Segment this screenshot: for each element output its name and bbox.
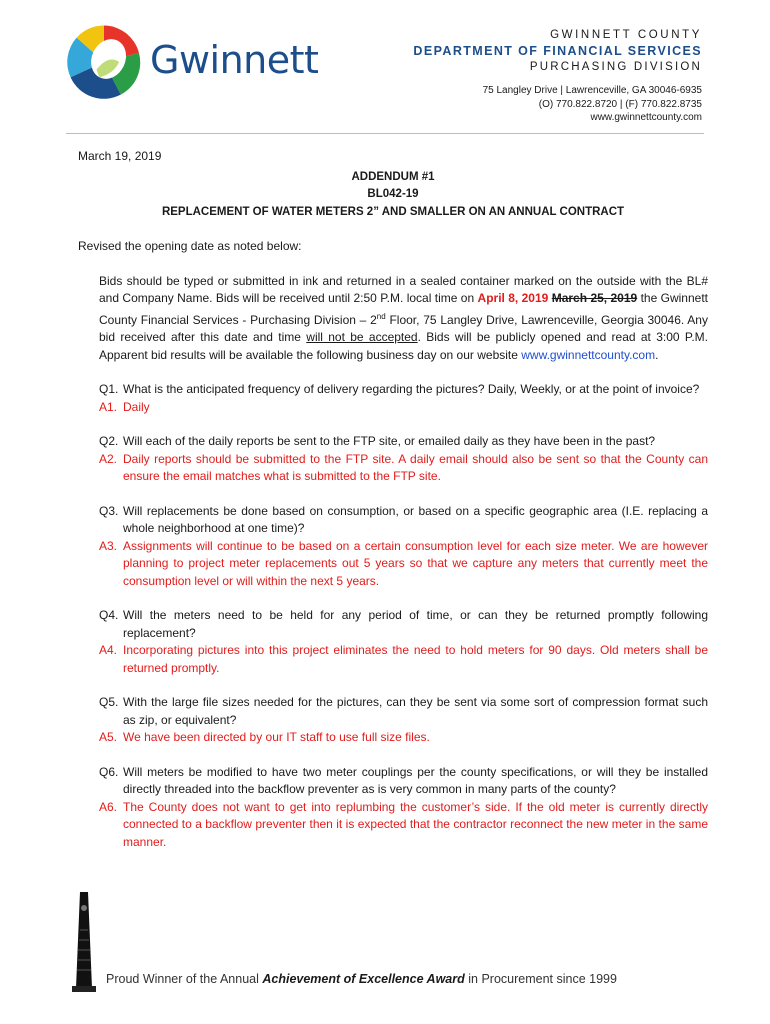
question-label: Q2. — [99, 434, 119, 448]
document-date: March 19, 2019 — [78, 149, 162, 163]
answer-label: A6. — [99, 799, 118, 814]
qa-item — [99, 764, 708, 852]
qa-item — [99, 433, 708, 486]
question-text: Will the meters need to be held for any period of time, or can they be returned promptly following replacement? — [123, 608, 708, 640]
answer-text: Daily — [123, 399, 150, 414]
question — [99, 764, 708, 799]
award-pre: Proud Winner of the Annual — [106, 972, 263, 986]
logo-wordmark: Gwinnett — [150, 38, 319, 82]
para-text-2: the Gwinnett County Financial Services - Purchasing Division – 2 — [99, 291, 708, 327]
addendum-heading: ADDENDUM #1 — [351, 170, 435, 183]
question-label: Q3. — [99, 503, 119, 518]
new-opening-date: April 8, 2019 — [477, 291, 549, 305]
question — [99, 381, 708, 399]
qa-item — [99, 607, 708, 677]
contact-block — [483, 84, 702, 125]
division-name: PURCHASING DIVISION — [529, 61, 702, 73]
footer — [66, 890, 706, 1000]
department-block — [413, 28, 702, 75]
answer — [99, 729, 708, 747]
letterhead — [0, 0, 770, 135]
intro-line: Revised the opening date as noted below: — [78, 239, 302, 253]
answer — [99, 642, 708, 677]
para-text-4: . Bids will be publicly opened and read at 3:00 P.M. Apparent bid results will be available the following business day on our website — [99, 330, 708, 362]
question — [99, 607, 708, 642]
question — [99, 503, 708, 538]
website-link[interactable]: www.gwinnettcounty.com — [521, 347, 656, 362]
answer-text: The County does not want to get into replumbing the customer’s side. If the old meter is currently directly connected to a backflow preventer then it is expected that the contractor reconnect the new meter in the same manner. — [123, 799, 708, 849]
question-text: With the large file sizes needed for the pictures, can they be sent via some sort of compression format such as zip, or equivalent? — [123, 695, 708, 727]
award-statement — [106, 972, 617, 986]
question — [99, 694, 708, 729]
qa-item — [99, 381, 708, 416]
header-divider — [66, 133, 704, 134]
answer-text: Assignments will continue to be based on a certain consumption level for each size meter. We are however planning to project meter replacements out 5 years so that we capture any meters that currently meet the consumption level or will within the next 5 years. — [123, 538, 708, 588]
question-text: What is the anticipated frequency of delivery regarding the pictures? Daily, Weekly, or at the point of invoice? — [123, 382, 700, 396]
award-post: in Procurement since 1999 — [464, 972, 617, 986]
question — [99, 433, 708, 451]
qa-item — [99, 503, 708, 591]
address-line: 75 Langley Drive | Lawrenceville, GA 30046-6935 — [482, 85, 702, 96]
question-label: Q6. — [99, 764, 119, 779]
para-text-1: Bids should be typed or submitted in ink and returned in a sealed container marked on the outside with the BL# and Company Name. Bids will be received until 2:50 P.M. local time on — [99, 273, 708, 305]
bid-number: BL042-19 — [367, 188, 419, 200]
answer-text: Incorporating pictures into this project eliminates the need to hold meters for 90 days. Old meters shall be returned promptly. — [123, 643, 708, 675]
gwinnett-logo-icon — [66, 24, 142, 100]
document-body — [78, 148, 708, 851]
ordinal-suffix: nd — [376, 311, 386, 321]
answer-text: We have been directed by our IT staff to use full size files. — [123, 730, 430, 744]
county-name: GWINNETT COUNTY — [550, 29, 702, 41]
qa-item — [99, 694, 708, 747]
question-text: Will each of the daily reports be sent to the FTP site, or emailed daily as they have been in the past? — [123, 434, 656, 448]
answer-label: A5. — [99, 730, 118, 744]
question-text: Will replacements be done based on consumption, or based on a specific geographic area (I.E. replacing a whole neighborhood at one time)? — [123, 503, 708, 535]
old-opening-date: March 25, 2019 — [551, 291, 638, 305]
phone-line: (O) 770.822.8720 | (F) 770.822.8735 — [538, 98, 702, 110]
answer-label: A2. — [99, 451, 118, 466]
award-name: Achievement of Excellence Award — [262, 972, 465, 986]
question-label: Q1. — [99, 382, 119, 396]
award-monument-icon — [66, 890, 102, 994]
answer — [99, 799, 708, 852]
question-text: Will meters be modified to have two meter couplings per the county specifications, or will they be installed directly threaded into the backflow preventer as is very common in many parts of the county? — [123, 764, 708, 796]
para-text-3: Floor, 75 Langley Drive, Lawrenceville, Georgia 30046. Any bid received after this date and time — [99, 312, 708, 344]
document-title: REPLACEMENT OF WATER METERS 2” AND SMALLER ON AN ANNUAL CONTRACT — [161, 205, 625, 218]
answer — [99, 538, 708, 591]
question-label: Q4. — [99, 608, 119, 622]
para-end: . — [655, 347, 659, 362]
answer-label: A1. — [99, 399, 118, 414]
bid-instructions-paragraph — [99, 273, 708, 365]
answer — [99, 399, 708, 417]
answer-label: A3. — [99, 538, 118, 553]
answer-label: A4. — [99, 643, 118, 657]
answer — [99, 451, 708, 486]
website-line: www.gwinnettcounty.com — [590, 112, 702, 123]
question-label: Q5. — [99, 695, 119, 709]
not-accepted-text: will not be accepted — [306, 330, 418, 344]
department-name: DEPARTMENT OF FINANCIAL SERVICES — [413, 44, 702, 58]
answer-text: Daily reports should be submitted to the FTP site. A daily email should also be sent so that the County can ensure the email matches what is submitted to the FTP site. — [123, 451, 708, 483]
